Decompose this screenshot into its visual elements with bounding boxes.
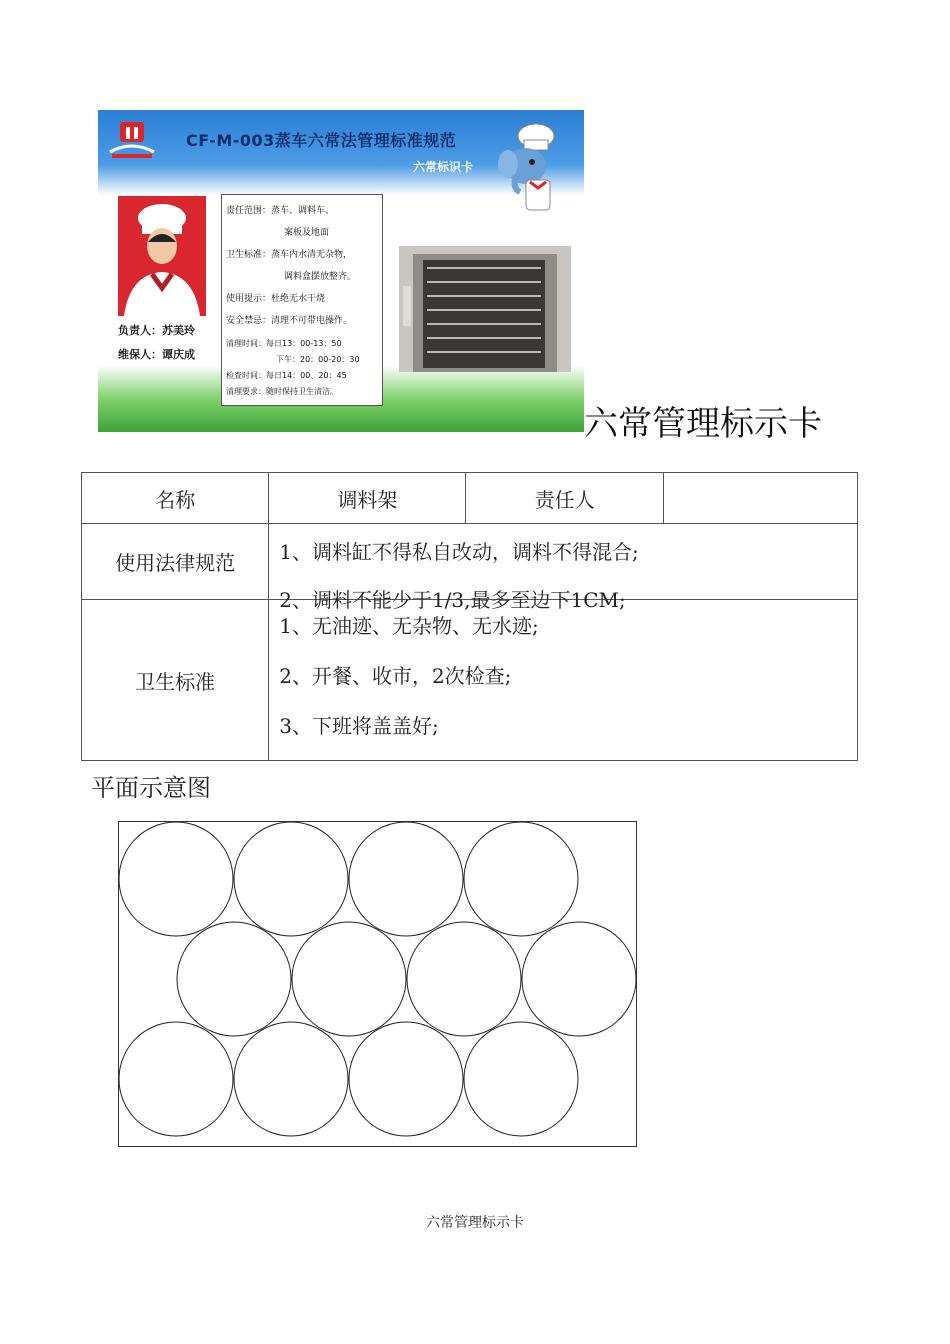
page-heading: 六常管理标示卡	[584, 404, 822, 444]
hygiene-item-1: 1、无油迹、无杂物、无水迹;	[279, 614, 539, 638]
hygiene-line-2: 调料盒摆放整齐。	[284, 272, 357, 282]
name-value: 调料架	[269, 473, 466, 524]
hygiene-label: 卫生标准	[82, 600, 269, 761]
table-row	[82, 524, 858, 600]
clean-req-line: 清理要求：随时保持卫生清洁。	[226, 387, 338, 396]
scope-line-1: 责任范围：蒸车、调料车、	[226, 206, 335, 216]
card-title: CF-M-003蒸车六常法管理标准规范	[186, 131, 457, 150]
safety-line: 安全禁忌：清理不可带电操作。	[226, 316, 353, 326]
law-item-2: 2、调料不能少于1/3,最多至边下1CM;	[279, 588, 626, 612]
staff-photo	[118, 196, 206, 316]
law-item-1: 1、调料缸不得私自改动，调料不得混合;	[279, 540, 639, 564]
hygiene-line-1: 卫生标准：蒸车内水清无杂物，	[226, 250, 353, 260]
hygiene-item-3: 3、下班将盖盖好;	[279, 714, 439, 738]
table-row	[82, 600, 858, 761]
table-row	[82, 473, 858, 524]
clean-time-line-1: 清理时间：每日13：00-13：50	[226, 339, 342, 348]
plan-label: 平面示意图	[91, 774, 211, 802]
spec-table	[81, 472, 858, 761]
identification-card	[98, 110, 584, 432]
usage-line: 使用提示：杜绝无水干烧	[226, 294, 326, 304]
name-label: 名称	[82, 473, 269, 524]
law-cell	[269, 524, 858, 612]
restaurant-logo	[106, 118, 158, 162]
hygiene-cell	[269, 600, 858, 761]
law-label: 使用法律规范	[82, 524, 269, 600]
responsible-value	[663, 473, 857, 524]
steamer-photo	[399, 246, 571, 372]
clean-time-line-2: 下午：20：00-20：30	[276, 355, 360, 364]
responsible-label: 责任人	[466, 473, 663, 524]
footer-title: 六常管理标示卡	[426, 1215, 524, 1231]
layout-diagram	[118, 821, 637, 1147]
person-in-charge: 负责人：苏美玲	[118, 324, 195, 337]
card-subtitle: 六常标识卡	[413, 160, 474, 174]
card-info-box	[221, 194, 383, 406]
scope-line-2: 案板及地面	[284, 228, 330, 238]
hygiene-item-2: 2、开餐、收市，2次检查;	[279, 664, 512, 688]
chef-mascot-icon	[496, 122, 568, 214]
check-time-line: 检查时间：每日14：00、20：45	[226, 371, 347, 380]
maintainer: 维保人：谭庆成	[118, 348, 195, 361]
